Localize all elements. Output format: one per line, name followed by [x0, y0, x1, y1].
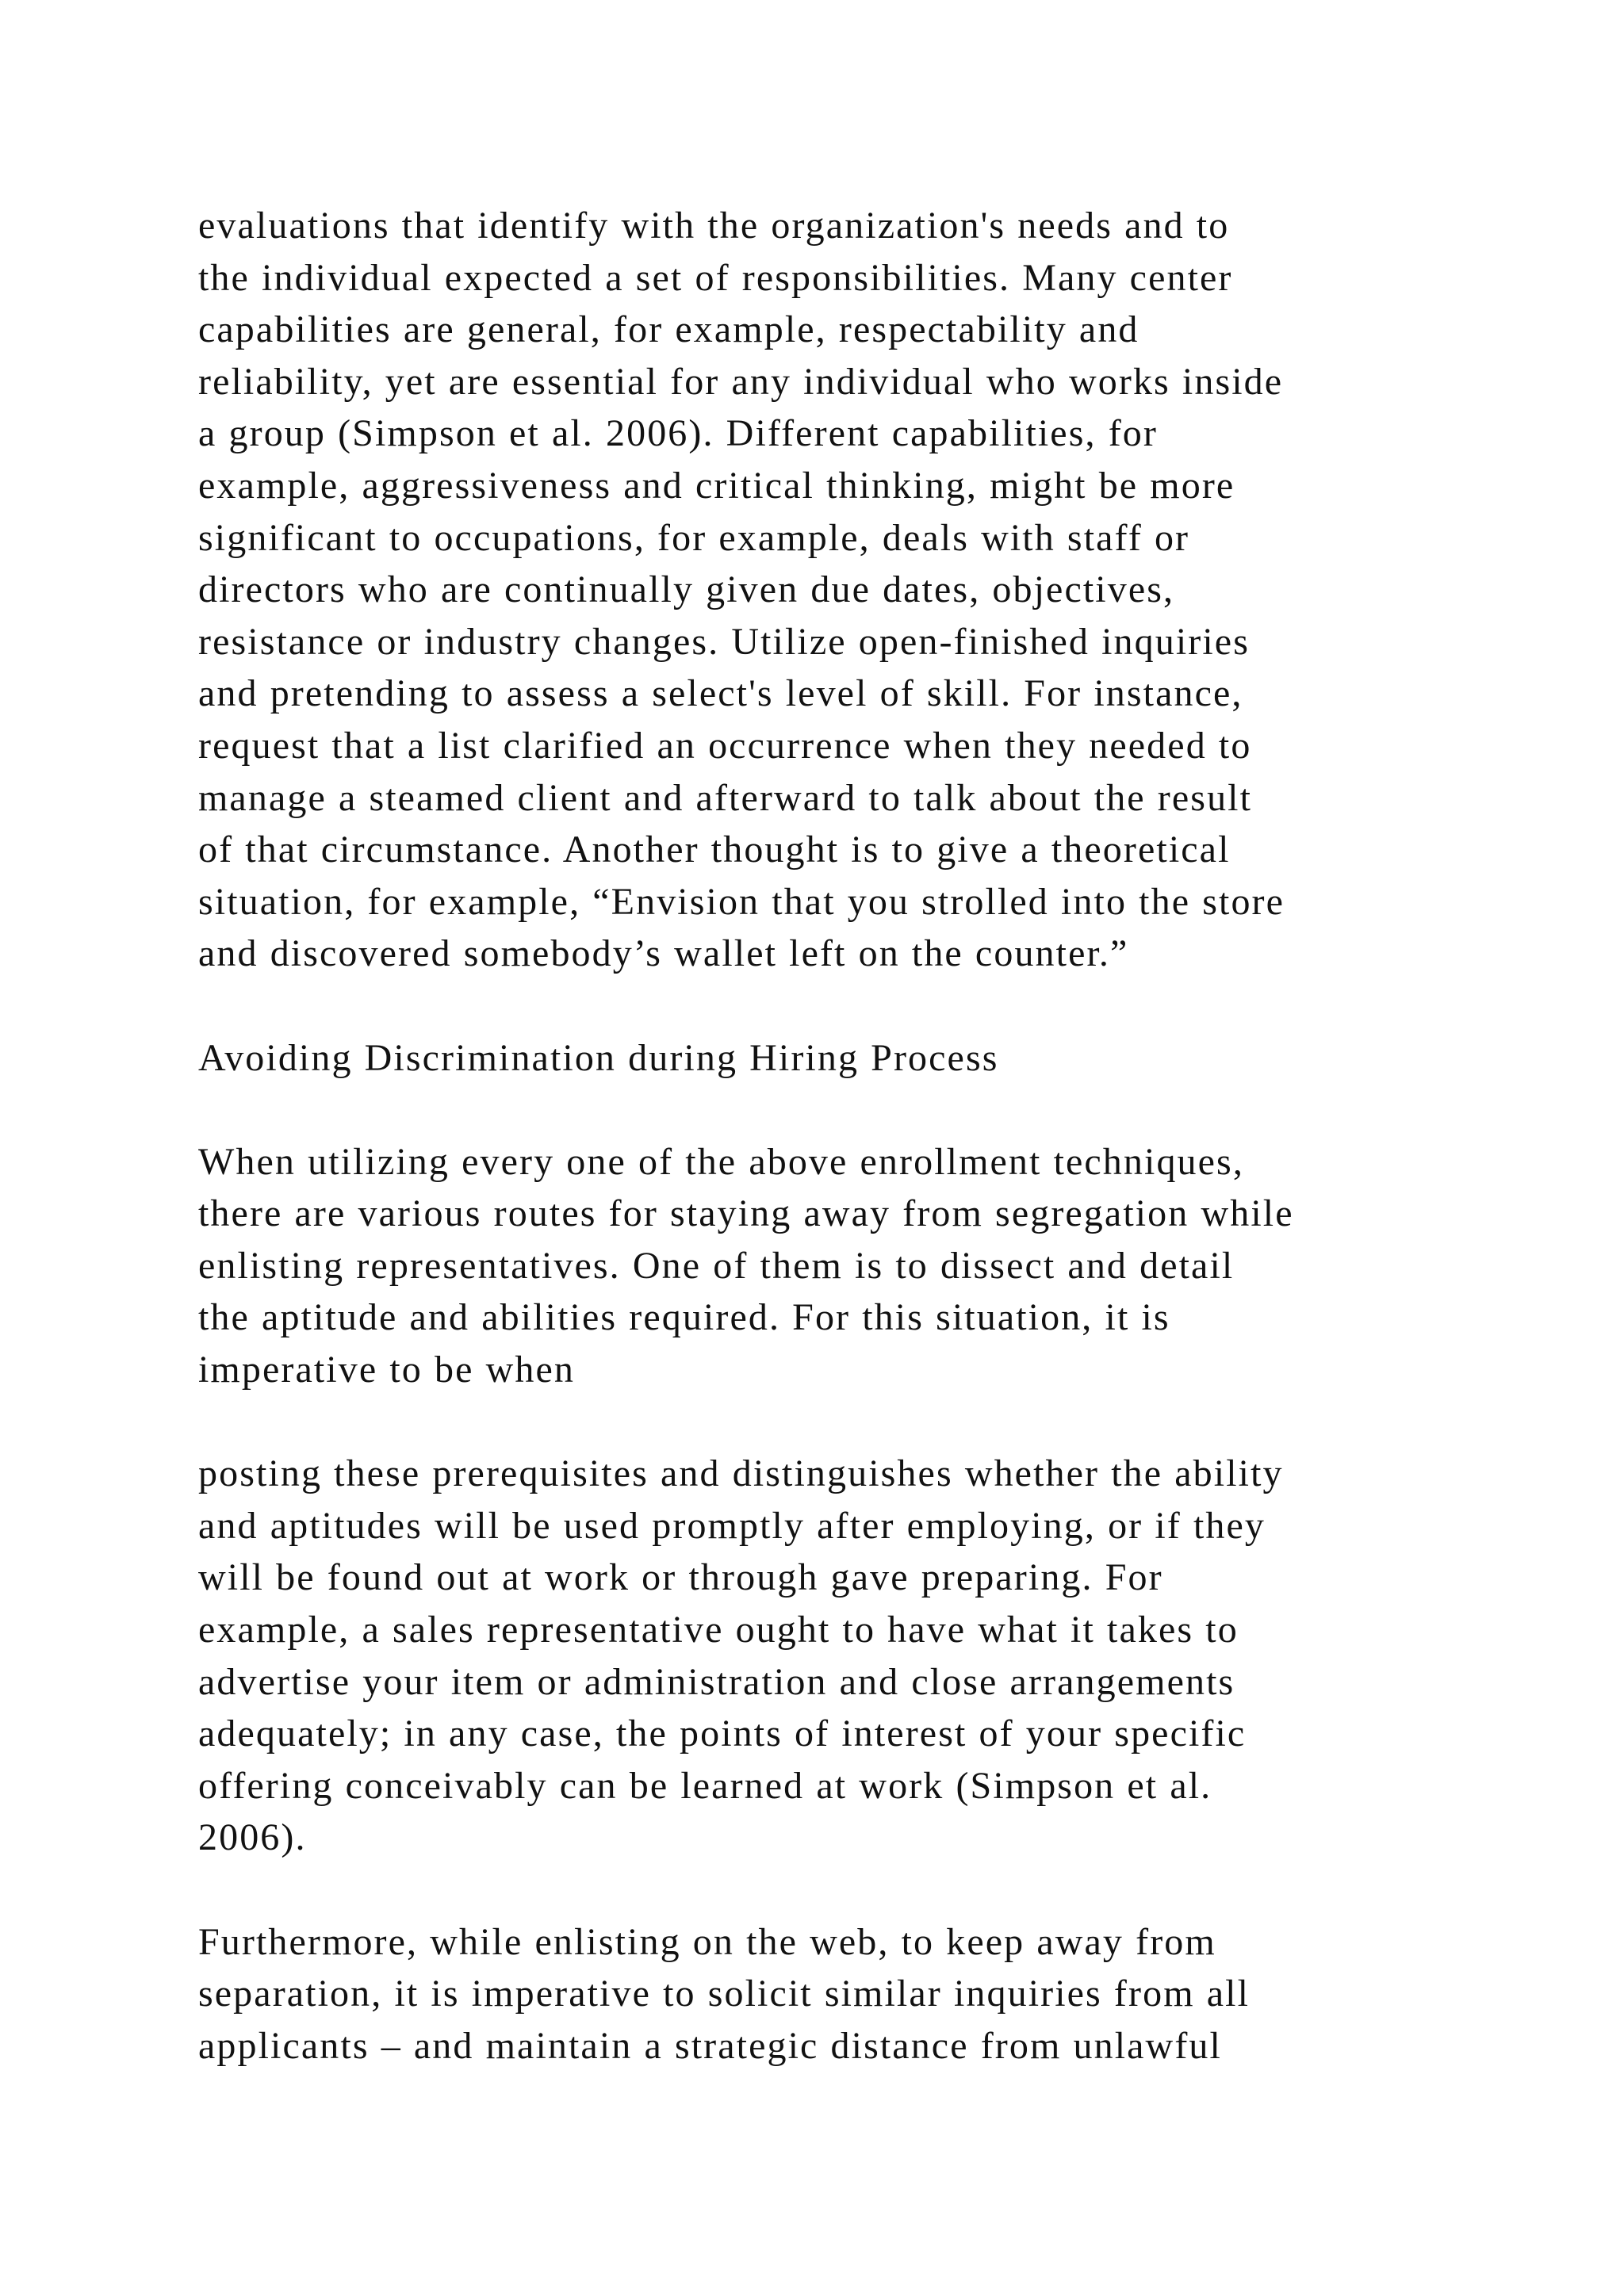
text-line: example, aggressiveness and critical thinking, might be more: [198, 464, 1235, 507]
text-line: a group (Simpson et al. 2006). Different capabilities, for: [198, 412, 1158, 455]
text-line: will be found out at work or through gave preparing. For: [198, 1556, 1163, 1599]
text-line: advertise your item or administration and close arrangements: [198, 1660, 1235, 1703]
text-line: reliability, yet are essential for any individual who works inside: [198, 360, 1284, 403]
text-line: there are various routes for staying away from segregation while: [198, 1192, 1294, 1235]
document-body: [198, 200, 1499, 2072]
text-line: evaluations that identify with the organization's needs and to: [198, 205, 1230, 247]
text-line: and discovered somebody’s wallet left on the counter.”: [198, 932, 1129, 975]
text-line: and aptitudes will be used promptly after employing, or if they: [198, 1504, 1266, 1547]
text-line: offering conceivably can be learned at work (Simpson et al.: [198, 1764, 1212, 1807]
text-line: Furthermore, while enlisting on the web, to keep away from: [198, 1920, 1216, 1963]
text-line: the individual expected a set of responsibilities. Many center: [198, 256, 1233, 299]
text-line: request that a list clarified an occurrence when they needed to: [198, 724, 1252, 767]
paragraph-enrollment: [198, 1136, 1499, 1396]
paragraph-spacer: [198, 1396, 1499, 1448]
text-line: capabilities are general, for example, respectability and: [198, 308, 1139, 351]
text-line: the aptitude and abilities required. For this situation, it is: [198, 1296, 1170, 1339]
text-line: applicants – and maintain a strategic distance from unlawful: [198, 2024, 1222, 2067]
paragraph-spacer: [198, 1864, 1499, 1916]
text-line: and pretending to assess a select's level of skill. For instance,: [198, 672, 1243, 715]
text-line: example, a sales representative ought to have what it takes to: [198, 1609, 1239, 1651]
text-line: posting these prerequisites and distinguishes whether the ability: [198, 1452, 1284, 1495]
paragraph-spacer: [198, 1084, 1499, 1136]
text-line: significant to occupations, for example, deals with staff or: [198, 516, 1190, 559]
paragraph-furthermore: [198, 1916, 1499, 2072]
paragraph-posting: [198, 1448, 1499, 1864]
text-line: resistance or industry changes. Utilize open-finished inquiries: [198, 620, 1250, 663]
heading-text: Avoiding Discrimination during Hiring Process: [198, 1036, 999, 1079]
text-line: situation, for example, “Envision that you strolled into the store: [198, 880, 1285, 923]
text-line: of that circumstance. Another thought is to give a theoretical: [198, 828, 1231, 871]
paragraph-spacer: [198, 980, 1499, 1032]
text-line: adequately; in any case, the points of interest of your specific: [198, 1712, 1247, 1755]
text-line: directors who are continually given due dates, objectives,: [198, 568, 1175, 611]
paragraph-evaluations: [198, 200, 1499, 980]
section-heading: [198, 1032, 1499, 1085]
text-line: 2006).: [198, 1816, 307, 1859]
text-line: separation, it is imperative to solicit similar inquiries from all: [198, 1973, 1251, 2015]
text-line: imperative to be when: [198, 1349, 575, 1391]
text-line: When utilizing every one of the above enrollment techniques,: [198, 1140, 1244, 1183]
text-line: manage a steamed client and afterward to talk about the result: [198, 776, 1253, 819]
text-line: enlisting representatives. One of them is to dissect and detail: [198, 1244, 1235, 1287]
